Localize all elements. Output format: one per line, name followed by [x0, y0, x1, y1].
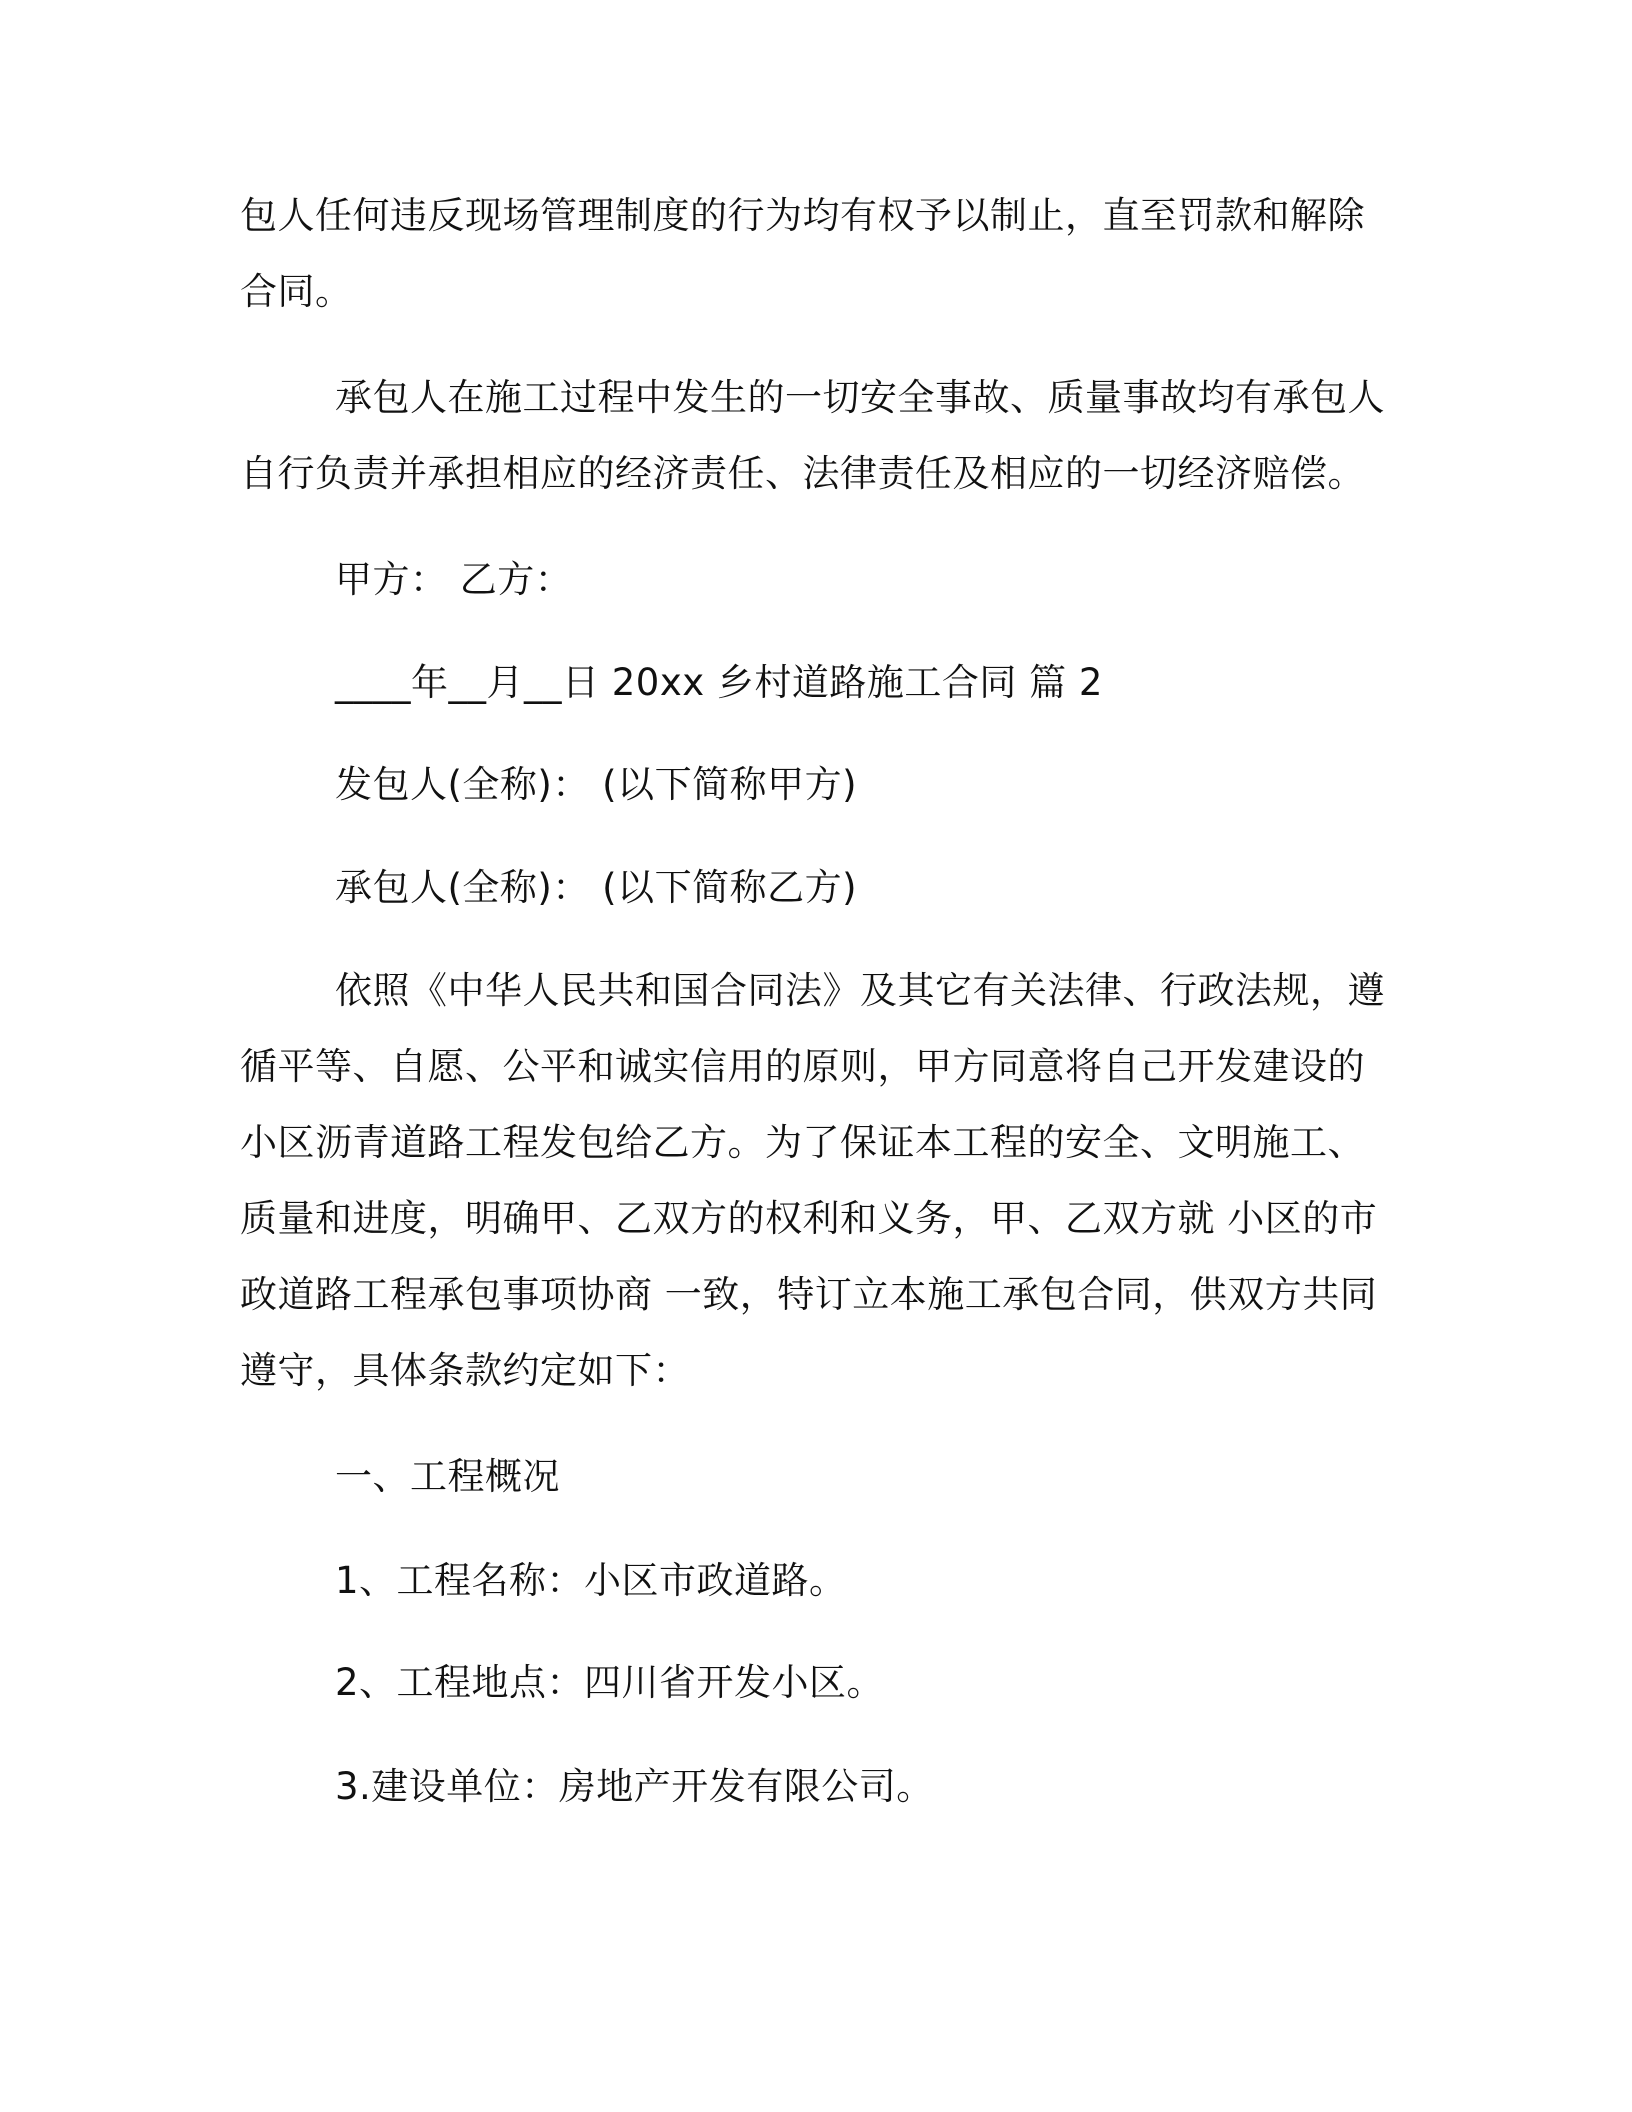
item-1: 1、工程名称：小区市政道路。 [335, 1559, 847, 1602]
item-2: 2、工程地点：四川省开发小区。 [335, 1661, 885, 1704]
section-1-heading: 一、工程概况 [335, 1455, 560, 1498]
paragraph-3-line-2: 循平等、自愿、公平和诚实信用的原则，甲方同意将自己开发建设的 [240, 1045, 1365, 1088]
paragraph-3-line-4: 质量和进度，明确甲、乙双方的权利和义务，甲、乙双方就 小区的市 [240, 1197, 1378, 1240]
paragraph-3-line-6: 遵守，具体条款约定如下： [240, 1349, 690, 1392]
paragraph-3-line-5: 政道路工程承包事项协商 一致，特订立本施工承包合同，供双方共同 [240, 1273, 1378, 1316]
parties-line: 甲方： 乙方： [335, 558, 573, 601]
paragraph-3-line-3: 小区沥青道路工程发包给乙方。为了保证本工程的安全、文明施工、 [240, 1121, 1365, 1164]
contractor-line: 承包人(全称)： (以下简称乙方) [335, 866, 858, 909]
paragraph-2-line-1: 承包人在施工过程中发生的一切安全事故、质量事故均有承包人 [335, 376, 1385, 419]
paragraph-1-line-2: 合同。 [240, 270, 353, 313]
item-3: 3.建设单位：房地产开发有限公司。 [335, 1765, 934, 1808]
date-title-line: ____年__月__日 20xx 乡村道路施工合同 篇 2 [335, 661, 1103, 704]
employer-line: 发包人(全称)： (以下简称甲方) [335, 763, 858, 806]
paragraph-1-line-1: 包人任何违反现场管理制度的行为均有权予以制止，直至罚款和解除 [240, 194, 1365, 237]
paragraph-2-line-2: 自行负责并承担相应的经济责任、法律责任及相应的一切经济赔偿。 [240, 452, 1365, 495]
paragraph-3-line-1: 依照《中华人民共和国合同法》及其它有关法律、行政法规，遵 [335, 969, 1385, 1012]
